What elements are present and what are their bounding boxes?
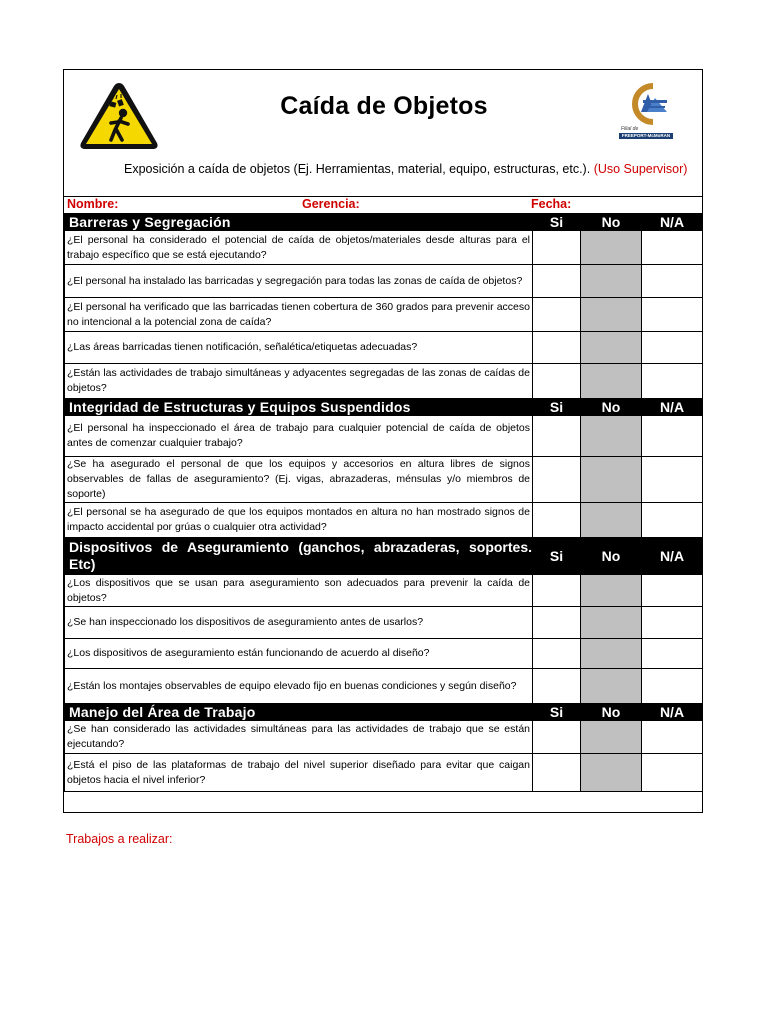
answer-cell-si[interactable]	[533, 575, 581, 607]
answer-cell-no[interactable]	[581, 639, 642, 669]
answer-cell-no[interactable]	[581, 457, 642, 503]
answer-cell-na[interactable]	[642, 575, 703, 607]
answer-cell-si[interactable]	[533, 332, 581, 364]
answer-cell-no[interactable]	[581, 503, 642, 538]
answer-cell-na[interactable]	[642, 607, 703, 639]
question-text: ¿Los dispositivos de aseguramiento están funcionando de acuerdo al diseño?	[65, 639, 533, 669]
supervisor-note: (Uso Supervisor)	[593, 162, 688, 176]
column-header-no: No	[581, 704, 642, 721]
question-text: ¿Se han considerado las actividades simultáneas para las actividades de trabajo que se están ejecutando?	[65, 721, 533, 754]
column-header-si: Si	[533, 538, 581, 575]
question-text: ¿El personal ha verificado que las barricadas tienen cobertura de 360 grados para prevenir acceso no intencional a la potencial zona de caída?	[65, 298, 533, 332]
question-row	[65, 364, 703, 399]
section-header	[65, 538, 703, 575]
question-text: ¿Se han inspeccionado los dispositivos de aseguramiento antes de usarlos?	[65, 607, 533, 639]
section-title: Manejo del Área de Trabajo	[65, 704, 533, 721]
question-text: ¿El personal se ha asegurado de que los equipos montados en altura no han mostrado signos de impacto accidental por grúas o cualquier otra actividad?	[65, 503, 533, 538]
answer-cell-no[interactable]	[581, 721, 642, 754]
question-row	[65, 669, 703, 704]
falling-objects-warning-icon	[78, 80, 160, 152]
answer-cell-si[interactable]	[533, 231, 581, 265]
company-logo	[617, 82, 679, 152]
answer-cell-na[interactable]	[642, 669, 703, 704]
question-row	[65, 754, 703, 792]
question-row	[65, 639, 703, 669]
answer-cell-na[interactable]	[642, 639, 703, 669]
answer-cell-no[interactable]	[581, 575, 642, 607]
column-header-no: No	[581, 399, 642, 416]
question-row	[65, 231, 703, 265]
answer-cell-na[interactable]	[642, 265, 703, 298]
answer-cell-si[interactable]	[533, 607, 581, 639]
question-row	[65, 607, 703, 639]
answer-cell-si[interactable]	[533, 503, 581, 538]
answer-cell-na[interactable]	[642, 231, 703, 265]
question-row	[65, 416, 703, 457]
answer-cell-no[interactable]	[581, 669, 642, 704]
form-header	[64, 70, 702, 197]
column-header-na: N/A	[642, 538, 703, 575]
checklist-sheet	[63, 69, 703, 813]
answer-cell-si[interactable]	[533, 669, 581, 704]
exposure-text: Exposición a caída de objetos (Ej. Herramientas, material, equipo, estructuras, etc.).	[124, 162, 591, 176]
column-header-si: Si	[533, 704, 581, 721]
answer-cell-no[interactable]	[581, 231, 642, 265]
question-row	[65, 575, 703, 607]
answer-cell-na[interactable]	[642, 298, 703, 332]
column-header-no: No	[581, 214, 642, 231]
info-row	[64, 196, 702, 213]
answer-cell-si[interactable]	[533, 721, 581, 754]
fecha-label: Fecha:	[531, 197, 572, 211]
gerencia-label: Gerencia:	[302, 197, 360, 211]
answer-cell-no[interactable]	[581, 298, 642, 332]
column-header-na: N/A	[642, 704, 703, 721]
section-title: Barreras y Segregación	[65, 214, 533, 231]
column-header-si: Si	[533, 214, 581, 231]
section-header	[65, 214, 703, 231]
section-title: Dispositivos de Aseguramiento (ganchos, abrazaderas, soportes. Etc)	[65, 538, 533, 575]
answer-cell-si[interactable]	[533, 754, 581, 792]
question-text: ¿El personal ha considerado el potencial de caída de objetos/materiales desde alturas para el trabajo específico que se está ejecutando?	[65, 231, 533, 265]
cerro-verde-logo-icon	[623, 82, 673, 126]
question-text: ¿Está el piso de las plataformas de trabajo del nivel superior diseñado para evitar que caigan objetos hacia el nivel inferior?	[65, 754, 533, 792]
question-row	[65, 503, 703, 538]
answer-cell-na[interactable]	[642, 503, 703, 538]
answer-cell-no[interactable]	[581, 607, 642, 639]
column-header-na: N/A	[642, 399, 703, 416]
answer-cell-no[interactable]	[581, 265, 642, 298]
answer-cell-no[interactable]	[581, 754, 642, 792]
answer-cell-no[interactable]	[581, 364, 642, 399]
answer-cell-no[interactable]	[581, 416, 642, 457]
answer-cell-na[interactable]	[642, 457, 703, 503]
logo-caption: Filial de	[621, 126, 639, 132]
trabajos-label: Trabajos a realizar:	[66, 832, 173, 846]
answer-cell-si[interactable]	[533, 639, 581, 669]
section-title: Integridad de Estructuras y Equipos Suspendidos	[65, 399, 533, 416]
logo-brand: FREEPORT-McMoRAN	[619, 133, 673, 139]
question-row	[65, 265, 703, 298]
question-row	[65, 721, 703, 754]
answer-cell-na[interactable]	[642, 364, 703, 399]
question-text: ¿Están las actividades de trabajo simultáneas y adyacentes segregadas de las zonas de caídas de objetos?	[65, 364, 533, 399]
checklist-table	[64, 213, 703, 792]
answer-cell-na[interactable]	[642, 721, 703, 754]
answer-cell-si[interactable]	[533, 416, 581, 457]
question-text: ¿Están los montajes observables de equipo elevado fijo en buenas condiciones y según diseño?	[65, 669, 533, 704]
answer-cell-no[interactable]	[581, 332, 642, 364]
question-text: ¿Las áreas barricadas tienen notificación, señalética/etiquetas adecuadas?	[65, 332, 533, 364]
section-header	[65, 704, 703, 721]
nombre-label: Nombre:	[67, 197, 119, 211]
question-text: ¿El personal ha instalado las barricadas y segregación para todas las zonas de caída de objetos?	[65, 265, 533, 298]
question-row	[65, 332, 703, 364]
question-row	[65, 457, 703, 503]
answer-cell-si[interactable]	[533, 298, 581, 332]
column-header-no: No	[581, 538, 642, 575]
answer-cell-na[interactable]	[642, 754, 703, 792]
question-text: ¿Se ha asegurado el personal de que los equipos y accesorios en altura libres de signos observables de fallas de aseguramiento? (Ej. vigas, abrazaderas, ménsulas y/o miembros de soporte)	[65, 457, 533, 503]
answer-cell-si[interactable]	[533, 457, 581, 503]
page-title: Caída de Objetos	[280, 92, 488, 120]
column-header-si: Si	[533, 399, 581, 416]
answer-cell-si[interactable]	[533, 265, 581, 298]
section-header	[65, 399, 703, 416]
question-row	[65, 298, 703, 332]
exposure-description	[124, 162, 704, 176]
column-header-na: N/A	[642, 214, 703, 231]
answer-cell-na[interactable]	[642, 332, 703, 364]
question-text: ¿El personal ha inspeccionado el área de trabajo para cualquier potencial de caída de objetos antes de comenzar cualquier trabajo?	[65, 416, 533, 457]
answer-cell-si[interactable]	[533, 364, 581, 399]
question-text: ¿Los dispositivos que se usan para aseguramiento son adecuados para prevenir la caída de objetos?	[65, 575, 533, 607]
answer-cell-na[interactable]	[642, 416, 703, 457]
